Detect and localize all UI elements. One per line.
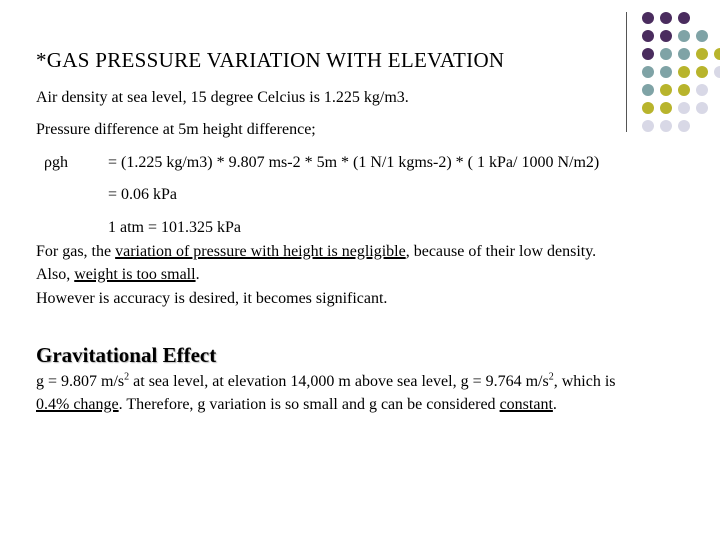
slide-title: *GAS PRESSURE VARIATION WITH ELEVATION	[36, 48, 505, 72]
grav-text-part: g = 9.807 m/s	[36, 373, 125, 390]
grav-paragraph-line-1	[36, 373, 616, 391]
decorative-dot	[678, 66, 690, 78]
gas-text-part: .	[195, 266, 200, 283]
decorative-dot	[678, 102, 690, 114]
equation-line: = (1.225 kg/m3) * 9.807 ms-2 * 5m * (1 N/1 kgms-2) * ( 1 kPa/ 1000 N/m2)	[108, 154, 600, 171]
superscript: 2	[548, 371, 554, 383]
grav-underlined-constant: constant	[499, 396, 553, 413]
decorative-dot	[660, 12, 672, 24]
decorative-dot	[642, 30, 654, 42]
decorative-dot	[642, 102, 654, 114]
grav-text-part: at sea level, at elevation 14,000 m above sea level, g = 9.764 m/s	[129, 373, 549, 390]
decorative-dot	[642, 84, 654, 96]
density-line: Air density at sea level, 15 degree Celcius is 1.225 kg/m3.	[36, 89, 409, 106]
grav-text-part: .	[552, 396, 557, 413]
rho-g-h-label: ρgh	[44, 154, 68, 171]
superscript: 2	[124, 371, 130, 383]
decorative-dot	[714, 48, 720, 60]
atm-line: 1 atm = 101.325 kPa	[108, 219, 242, 236]
gas-paragraph-line-2	[36, 266, 200, 284]
grav-underlined-change: 0.4% change	[36, 396, 119, 413]
decorative-dot	[642, 48, 654, 60]
gas-text-part: , because of their low density.	[405, 243, 597, 260]
decorative-dot	[660, 102, 672, 114]
gas-paragraph-line-3: However is accuracy is desired, it becomes significant.	[36, 290, 388, 307]
decorative-dot	[678, 30, 690, 42]
decorative-dot	[660, 66, 672, 78]
decorative-dot	[642, 12, 654, 24]
grav-paragraph-line-2	[36, 396, 557, 414]
grav-text-part: . Therefore, g variation is so small and g can be considered	[118, 396, 500, 413]
decorative-dot	[714, 66, 720, 78]
decorative-dot	[696, 48, 708, 60]
decorative-vertical-line	[626, 12, 627, 132]
decorative-dot	[678, 12, 690, 24]
decorative-dot	[696, 102, 708, 114]
decorative-dot	[678, 120, 690, 132]
decorative-dot	[696, 30, 708, 42]
decorative-dot	[642, 120, 654, 132]
decorative-dot	[660, 84, 672, 96]
grav-text-part: , which is	[553, 373, 616, 390]
decorative-dot	[642, 66, 654, 78]
gas-underlined-weight: weight is too small	[74, 266, 196, 283]
decorative-dot	[678, 48, 690, 60]
decorative-dot	[660, 48, 672, 60]
pressure-difference-line: Pressure difference at 5m height difference;	[36, 121, 316, 138]
gas-text-part: Also,	[36, 266, 75, 283]
decorative-dot	[660, 30, 672, 42]
result-line: = 0.06 kPa	[108, 186, 178, 203]
gravitational-effect-heading: Gravitational Effect	[36, 343, 217, 367]
gas-underlined-negligible: variation of pressure with height is negligible	[115, 243, 406, 260]
decorative-dot	[660, 120, 672, 132]
decorative-dot	[696, 84, 708, 96]
decorative-dot	[696, 66, 708, 78]
decorative-dot	[678, 84, 690, 96]
gas-paragraph-line-1	[36, 243, 596, 261]
gas-text-part: For gas, the	[36, 243, 116, 260]
